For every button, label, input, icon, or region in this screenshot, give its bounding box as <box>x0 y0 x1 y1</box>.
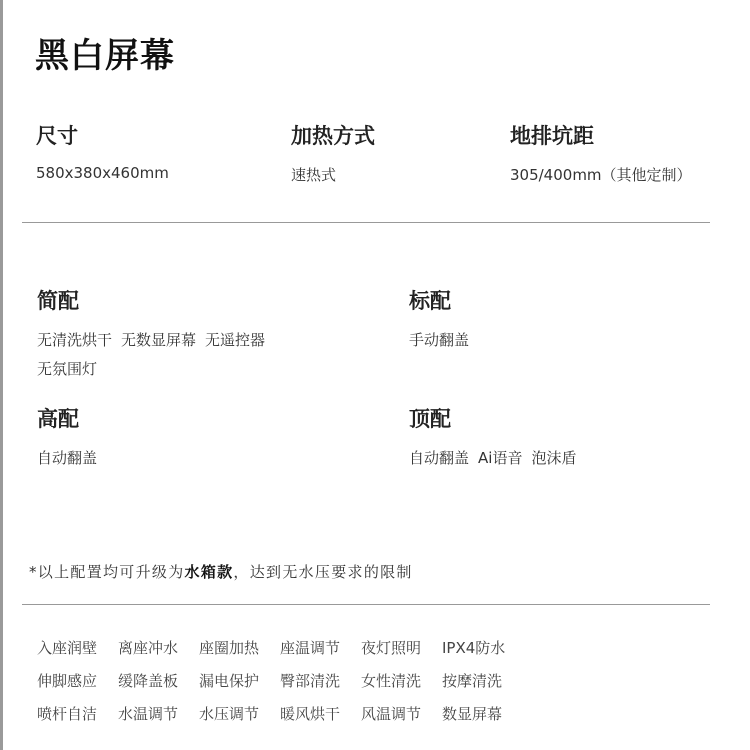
feature-item: 漏电保护 <box>199 672 260 690</box>
feature-row <box>37 703 737 736</box>
config-item: 自动翻盖 <box>37 449 98 467</box>
feature-item: 座圈加热 <box>199 639 260 657</box>
feature-item: 伸脚感应 <box>37 672 98 690</box>
feature-list <box>37 637 737 736</box>
config-item: 无遥控器 <box>205 331 266 349</box>
config-high <box>37 403 337 473</box>
feature-item: 座温调节 <box>280 639 341 657</box>
feature-item: 入座润壁 <box>37 639 98 657</box>
feature-item: 风温调节 <box>361 705 422 723</box>
config-item: 无数显屏幕 <box>121 331 197 349</box>
config-high-items <box>37 444 337 473</box>
page-title: 黑白屏幕 <box>35 36 175 76</box>
upgrade-note-prefix: *以上配置均可升级为 <box>29 563 185 581</box>
spec-pit-distance-value: 305/400mm（其他定制） <box>510 166 692 184</box>
spec-heating-label: 加热方式 <box>291 124 375 148</box>
divider-specs <box>22 222 710 223</box>
feature-row <box>37 670 737 703</box>
spec-pit-distance <box>510 120 692 185</box>
spec-pit-distance-label: 地排坑距 <box>510 124 594 148</box>
config-item: 无氛围灯 <box>37 360 98 378</box>
config-item: 泡沫盾 <box>531 449 577 467</box>
upgrade-note-suffix: ，达到无水压要求的限制 <box>233 563 413 581</box>
config-basic <box>37 285 337 384</box>
feature-item: 臀部清洗 <box>280 672 341 690</box>
feature-item: 水温调节 <box>118 705 179 723</box>
feature-item: 数显屏幕 <box>442 705 503 723</box>
feature-row <box>37 637 737 670</box>
upgrade-note <box>29 561 413 582</box>
spec-size-label: 尺寸 <box>36 124 78 148</box>
spec-heating <box>291 120 375 185</box>
left-edge-bar <box>0 0 3 750</box>
feature-item: 缓降盖板 <box>118 672 179 690</box>
config-top-label: 顶配 <box>409 407 451 431</box>
config-item: 无清洗烘干 <box>37 331 113 349</box>
config-standard-label: 标配 <box>409 289 451 313</box>
feature-item: 喷杆自洁 <box>37 705 98 723</box>
feature-item: 女性清洗 <box>361 672 422 690</box>
config-basic-items <box>37 326 337 384</box>
config-high-label: 高配 <box>37 407 79 431</box>
config-item: 手动翻盖 <box>409 331 470 349</box>
config-top-items <box>409 444 709 473</box>
feature-item: 夜灯照明 <box>361 639 422 657</box>
spec-heating-value: 速热式 <box>291 166 337 184</box>
feature-item: 暖风烘干 <box>280 705 341 723</box>
config-item: Ai语音 <box>478 449 523 467</box>
config-standard-items <box>409 326 709 355</box>
config-basic-label: 简配 <box>37 289 79 313</box>
feature-item: 水压调节 <box>199 705 260 723</box>
feature-item: IPX4防水 <box>442 639 506 657</box>
upgrade-note-highlight: 水箱款 <box>184 563 234 581</box>
config-standard <box>409 285 709 355</box>
spec-size <box>36 120 169 182</box>
feature-item: 离座冲水 <box>118 639 179 657</box>
config-item: 自动翻盖 <box>409 449 470 467</box>
divider-features <box>22 604 710 605</box>
feature-item: 按摩清洗 <box>442 672 503 690</box>
spec-size-value: 580x380x460mm <box>36 164 169 182</box>
config-top <box>409 403 709 473</box>
